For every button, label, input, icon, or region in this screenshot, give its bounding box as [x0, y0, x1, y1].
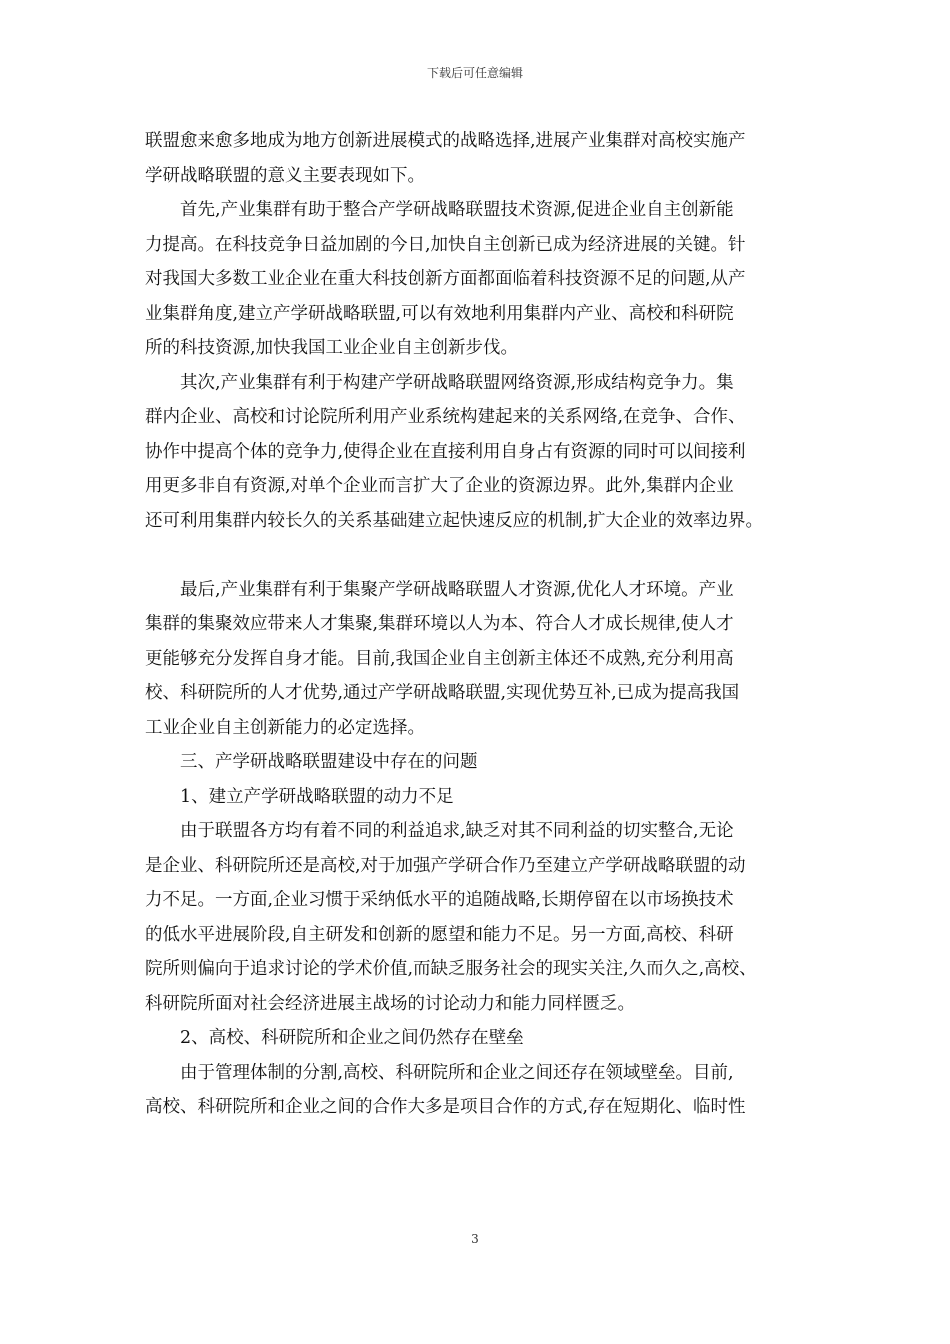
text-line: 业集群角度,建立产学研战略联盟,可以有效地利用集群内产业、高校和科研院 — [145, 303, 734, 324]
text-line: 院所则偏向于追求讨论的学术价值,而缺乏服务社会的现实关注,久而久之,高校、 — [145, 959, 757, 979]
text-line: 对我国大多数工业企业在重大科技创新方面都面临着科技资源不足的问题,从产 — [145, 269, 746, 289]
text-line: 校、科研院所的人才优势,通过产学研战略联盟,实现优势互补,已成为提高我国 — [145, 683, 740, 703]
paragraph-gap — [145, 538, 820, 573]
text-line: 用更多非自有资源,对单个企业而言扩大了企业的资源边界。此外,集群内企业 — [145, 476, 734, 496]
page-number: 3 — [471, 1232, 479, 1246]
text-line: 是企业、科研院所还是高校,对于加强产学研合作乃至建立产学研战略联盟的动 — [145, 855, 746, 876]
text-line: 集群的集聚效应带来人才集聚,集群环境以人为本、符合人才成长规律,使人才 — [145, 614, 734, 634]
paragraph-first-line: 由于联盟各方均有着不同的利益追求,缺乏对其不同利益的切实整合,无论 — [180, 821, 734, 841]
text-line: 的低水平进展阶段,自主研发和创新的愿望和能力不足。另一方面,高校、科研 — [145, 924, 734, 945]
text-line: 力不足。一方面,企业习惯于采纳低水平的追随战略,长期停留在以市场换技术 — [145, 890, 734, 910]
text-line: 所的科技资源,加快我国工业企业自主创新步伐。 — [145, 338, 519, 358]
text-line: 学研战略联盟的意义主要表现如下。 — [145, 165, 425, 186]
subsection-heading: 1、建立产学研战略联盟的动力不足 — [180, 786, 454, 807]
text-line: 还可利用集群内较长久的关系基础建立起快速反应的机制,扩大企业的效率边界。 — [145, 510, 764, 531]
text-line: 协作中提高个体的竞争力,使得企业在直接利用自身占有资源的同时可以间接利 — [145, 441, 746, 462]
text-line: 更能够充分发挥自身才能。目前,我国企业自主创新主体还不成熟,充分利用高 — [145, 648, 734, 669]
document-body — [145, 124, 820, 1125]
text-line: 高校、科研院所和企业之间的合作大多是项目合作的方式,存在短期化、临时性 — [145, 1097, 746, 1117]
section-heading: 三、产学研战略联盟建设中存在的问题 — [180, 752, 478, 772]
page-header: 下载后可任意编辑 — [426, 66, 523, 80]
paragraph-first-line: 由于管理体制的分割,高校、科研院所和企业之间还存在领域壁垒。目前, — [180, 1062, 734, 1083]
text-line: 工业企业自主创新能力的必定选择。 — [145, 717, 425, 738]
subsection-heading: 2、高校、科研院所和企业之间仍然存在壁垒 — [180, 1028, 524, 1048]
paragraph-first-line: 首先,产业集群有助于整合产学研战略联盟技术资源,促进企业自主创新能 — [180, 200, 734, 220]
text-line: 科研院所面对社会经济进展主战场的讨论动力和能力同样匮乏。 — [145, 993, 635, 1014]
paragraph-first-line: 最后,产业集群有利于集聚产学研战略联盟人才资源,优化人才环境。产业 — [180, 579, 734, 600]
text-line: 群内企业、高校和讨论院所利用产业系统构建起来的关系网络,在竞争、合作、 — [145, 407, 746, 427]
paragraph-first-line: 其次,产业集群有利于构建产学研战略联盟网络资源,形成结构竞争力。集 — [180, 372, 734, 393]
text-line: 联盟愈来愈多地成为地方创新进展模式的战略选择,进展产业集群对高校实施产 — [145, 131, 746, 151]
text-line: 力提高。在科技竞争日益加剧的今日,加快自主创新已成为经济进展的关键。针 — [145, 234, 746, 255]
